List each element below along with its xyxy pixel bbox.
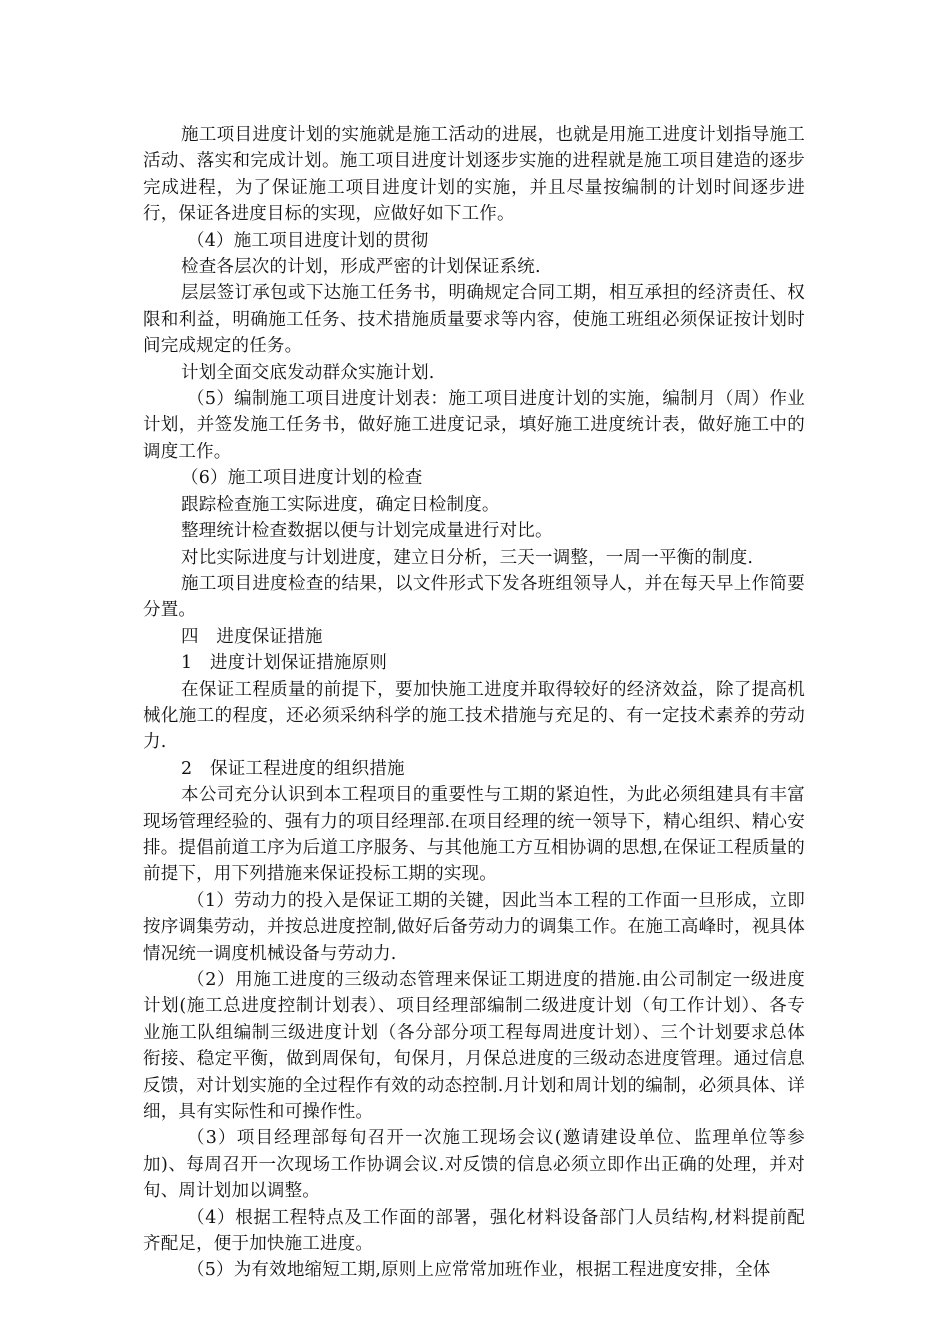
paragraph: 整理统计检查数据以便与计划完成量进行对比。 [181, 521, 553, 542]
paragraph: 在保证工程质量的前提下，要加快施工进度并取得较好的经济效益，除了提高机械化施工的程度，还必须采纳科学的施工技术措施与充足的、有一定技术素养的劳动力. [143, 679, 805, 753]
paragraph-item-4: （4）根据工程特点及工作面的部署，强化材料设备部门人员结构,材料提前配齐配足，便于加快施工进度。 [143, 1207, 805, 1255]
paragraph-heading-4: （4）施工项目进度计划的贯彻 [187, 230, 429, 251]
paragraph-intro: 施工项目进度计划的实施就是施工活动的进展，也就是用施工进度计划指导施工活动、落实和完成计划。施工项目进度计划逐步实施的进程就是施工项目建造的逐步完成进程，为了保证施工项目进度计划的实施，并且尽量按编制的计划时间逐步进行，保证各进度目标的实现，应做好如下工作。 [143, 125, 805, 225]
paragraph-item-2: （2）用施工进度的三级动态管理来保证工期进度的措施.由公司制定一级进度计划(施工总进度控制计划表）、项目经理部编制二级进度计划（旬工作计划）、各专业施工队组编制三级进度计划（各分部分项工程每周进度计划）、三个计划要求总体衔接、稳定平衡，做到周保旬，旬保月，月保总进度的三级动态进度管理。通过信息反馈，对计划实施的全过程作有效的动态控制.月计划和周计划的编制，必须具体、详细，具有实际性和可操作性。 [143, 970, 805, 1123]
subsection-heading: 2 保证工程进度的组织措施 [181, 758, 405, 779]
paragraph-heading-6: （6）施工项目进度计划的检查 [181, 468, 423, 489]
paragraph: 施工项目进度检查的结果，以文件形式下发各班组领导人，并在每天早上作简要分置。 [143, 573, 805, 621]
paragraph-item-5b: （5）为有效地缩短工期,原则上应常常加班作业，根据工程进度安排，全体 [187, 1260, 771, 1281]
paragraph: 对比实际进度与计划进度，建立日分析，三天一调整，一周一平衡的制度. [181, 547, 754, 568]
section-heading: 四 进度保证措施 [181, 626, 323, 647]
paragraph-item-5: （5）编制施工项目进度计划表：施工项目进度计划的实施，编制月（周）作业计划，并签发施工任务书，做好施工进度记录，填好施工进度统计表，做好施工中的调度工作。 [143, 389, 805, 462]
paragraph: 本公司充分认识到本工程项目的重要性与工期的紧迫性，为此必须组建具有丰富现场管理经验的、强有力的项目经理部.在项目经理的统一领导下，精心组织、精心安排。提倡前道工序为后道工序服务、与其他施工方互相协调的思想,在保证工程质量的前提下，用下列措施来保证投标工期的实现。 [143, 785, 805, 885]
document-page [143, 122, 805, 1284]
paragraph: 跟踪检查施工实际进度，确定日检制度。 [181, 494, 500, 515]
subsection-heading: 1 进度计划保证措施原则 [181, 653, 388, 674]
paragraph-item-3: （3）项目经理部每旬召开一次施工现场会议(邀请建设单位、监理单位等参加)、每周召开一次现场工作协调会议.对反馈的信息必须立即作出正确的处理，并对旬、周计划加以调整。 [143, 1128, 805, 1202]
paragraph: 计划全面交底发动群众实施计划. [181, 362, 435, 383]
paragraph-item-1: （1）劳动力的投入是保证工期的关键，因此当本工程的工作面一旦形成，立即按序调集劳动，并按总进度控制,做好后备劳动力的调集工作。在施工高峰时，视具体情况统一调度机械设备与劳动力. [143, 890, 805, 964]
paragraph: 层层签订承包或下达施工任务书，明确规定合同工期，相互承担的经济责任、权限和利益，明确施工任务、技术措施质量要求等内容，使施工班组必须保证按计划时间完成规定的任务。 [143, 283, 805, 357]
paragraph: 检查各层次的计划，形成严密的计划保证系统. [181, 257, 541, 278]
